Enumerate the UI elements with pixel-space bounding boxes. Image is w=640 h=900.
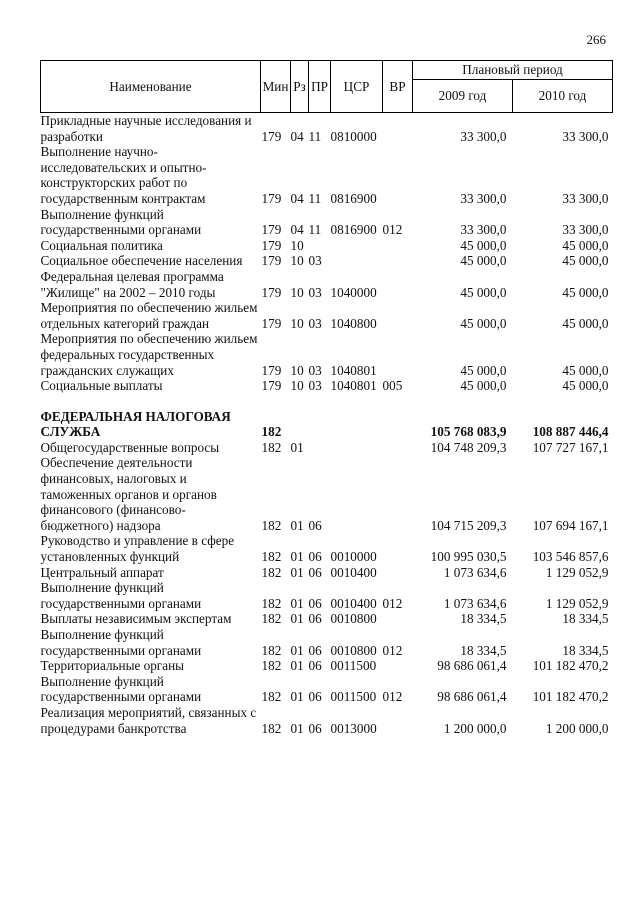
table-row bbox=[41, 440, 613, 456]
row-vr bbox=[383, 331, 413, 378]
row-value-2010: 45 000,0 bbox=[562, 378, 609, 394]
header-vr: ВР bbox=[383, 61, 413, 113]
row-rz: 10 bbox=[290, 253, 304, 269]
row-pr: 06 bbox=[308, 689, 322, 705]
row-pr bbox=[309, 409, 331, 440]
table-row bbox=[41, 580, 613, 611]
row-min: 179 bbox=[261, 362, 282, 378]
row-name: Социальное обеспечение населения bbox=[40, 253, 243, 269]
row-pr: 06 bbox=[308, 720, 322, 736]
row-csr bbox=[331, 409, 383, 440]
row-name: Выполнение функций государственными органами bbox=[40, 580, 202, 611]
table-row bbox=[41, 331, 613, 378]
row-csr bbox=[331, 455, 383, 533]
row-csr bbox=[331, 440, 383, 456]
budget-table bbox=[40, 60, 613, 736]
row-value-2009: 45 000,0 bbox=[460, 237, 507, 253]
row-name: Территориальные органы bbox=[40, 658, 184, 674]
row-min: 182 bbox=[261, 611, 282, 627]
page-number: 266 bbox=[586, 32, 606, 47]
row-pr: 06 bbox=[308, 658, 322, 674]
row-pr: 06 bbox=[308, 517, 322, 533]
row-rz: 10 bbox=[290, 315, 304, 331]
row-min: 179 bbox=[261, 253, 282, 269]
row-rz: 10 bbox=[290, 378, 304, 394]
table-row bbox=[41, 113, 613, 145]
row-min: 179 bbox=[261, 378, 282, 394]
row-min: 179 bbox=[261, 237, 282, 253]
table-row bbox=[41, 658, 613, 674]
row-pr: 06 bbox=[308, 595, 322, 611]
row-name: Центральный аппарат bbox=[40, 564, 164, 580]
row-rz: 01 bbox=[290, 642, 304, 658]
row-min: 182 bbox=[261, 549, 282, 565]
table-row bbox=[41, 269, 613, 300]
row-csr: 0010400 bbox=[330, 595, 377, 611]
row-value-2009: 98 686 061,4 bbox=[437, 658, 507, 674]
row-vr bbox=[383, 705, 413, 736]
row-csr: 0810000 bbox=[330, 128, 377, 144]
row-value-2009: 1 073 634,6 bbox=[443, 564, 507, 580]
row-vr: 012 bbox=[382, 642, 403, 658]
row-value-2010: 101 182 470,2 bbox=[532, 689, 609, 705]
header-rz: Рз bbox=[291, 61, 309, 113]
row-min: 182 bbox=[261, 689, 282, 705]
row-csr: 1040800 bbox=[330, 315, 377, 331]
row-name: Мероприятия по обеспечению жильем отдельных категорий граждан bbox=[40, 300, 258, 331]
table-row bbox=[41, 705, 613, 736]
row-value-2009: 105 768 083,9 bbox=[430, 424, 507, 440]
row-pr: 11 bbox=[308, 190, 322, 206]
row-rz: 04 bbox=[290, 128, 304, 144]
row-vr: 012 bbox=[382, 222, 403, 238]
header-planned-period: Плановый период bbox=[413, 61, 613, 80]
row-name: Обеспечение деятельности финансовых, налоговых и таможенных органов и органов финансового (финансово-бюджетного) надзора bbox=[40, 455, 217, 533]
header-year-2009: 2009 год bbox=[413, 80, 513, 113]
row-csr: 1040801 bbox=[330, 378, 377, 394]
table-row bbox=[41, 627, 613, 658]
row-min: 179 bbox=[261, 222, 282, 238]
row-csr: 0010000 bbox=[330, 549, 377, 565]
row-rz: 10 bbox=[290, 284, 304, 300]
row-min: 179 bbox=[261, 128, 282, 144]
row-vr bbox=[383, 409, 413, 440]
row-rz: 01 bbox=[290, 611, 304, 627]
row-rz: 10 bbox=[290, 237, 304, 253]
row-value-2010: 107 727 167,1 bbox=[532, 439, 609, 455]
row-value-2010: 45 000,0 bbox=[562, 253, 609, 269]
row-vr: 005 bbox=[382, 378, 403, 394]
table-row bbox=[41, 565, 613, 581]
row-vr bbox=[383, 253, 413, 269]
row-min: 182 bbox=[261, 517, 282, 533]
row-name: Выполнение функций государственными органами bbox=[40, 673, 202, 705]
row-pr: 06 bbox=[308, 642, 322, 658]
row-value-2010: 1 129 052,9 bbox=[545, 564, 609, 580]
row-pr: 06 bbox=[308, 549, 322, 565]
row-name: Реализация мероприятий, связанных с процедурами банкротства bbox=[40, 704, 257, 736]
row-rz: 01 bbox=[290, 564, 304, 580]
row-value-2009: 45 000,0 bbox=[460, 362, 507, 378]
row-name: Прикладные научные исследования и разработки bbox=[40, 113, 252, 144]
row-value-2010: 18 334,5 bbox=[562, 611, 609, 627]
header-csr: ЦСР bbox=[331, 61, 383, 113]
row-csr: 0011500 bbox=[330, 658, 377, 674]
row-name: Выплаты независимым экспертам bbox=[40, 611, 232, 627]
row-value-2010: 33 300,0 bbox=[562, 128, 609, 144]
row-value-2009: 100 995 030,5 bbox=[430, 549, 507, 565]
header-name: Наименование bbox=[41, 61, 261, 113]
row-rz bbox=[291, 409, 309, 440]
row-min: 182 bbox=[261, 564, 282, 580]
row-csr: 0010800 bbox=[330, 611, 377, 627]
row-rz: 01 bbox=[290, 658, 304, 674]
row-value-2009: 45 000,0 bbox=[460, 315, 507, 331]
row-value-2009: 33 300,0 bbox=[460, 222, 507, 238]
row-vr bbox=[383, 565, 413, 581]
spacer-cell bbox=[41, 394, 613, 409]
row-csr bbox=[331, 253, 383, 269]
row-vr bbox=[383, 611, 413, 627]
table-row bbox=[41, 378, 613, 394]
row-rz: 01 bbox=[290, 439, 304, 455]
row-value-2009: 104 748 209,3 bbox=[430, 439, 507, 455]
row-rz: 01 bbox=[290, 517, 304, 533]
table-row bbox=[41, 533, 613, 564]
row-csr: 0010800 bbox=[330, 642, 377, 658]
header-year-2010: 2010 год bbox=[513, 80, 613, 113]
row-vr: 012 bbox=[382, 689, 403, 705]
row-vr bbox=[383, 144, 413, 206]
table-row bbox=[41, 144, 613, 206]
row-value-2010: 45 000,0 bbox=[562, 284, 609, 300]
table-row bbox=[41, 611, 613, 627]
header-pr: ПР bbox=[309, 61, 331, 113]
row-rz: 01 bbox=[290, 720, 304, 736]
row-min: 179 bbox=[261, 284, 282, 300]
row-value-2009: 104 715 209,3 bbox=[430, 517, 507, 533]
row-value-2010: 45 000,0 bbox=[562, 315, 609, 331]
row-vr bbox=[383, 455, 413, 533]
row-value-2009: 18 334,5 bbox=[460, 611, 507, 627]
row-rz: 04 bbox=[290, 222, 304, 238]
table-row bbox=[41, 674, 613, 705]
table-row bbox=[41, 409, 613, 440]
row-value-2010: 33 300,0 bbox=[562, 190, 609, 206]
row-vr bbox=[383, 113, 413, 145]
row-name: Выполнение функций государственными органами bbox=[40, 627, 202, 658]
row-name: Социальная политика bbox=[40, 237, 163, 253]
table-row bbox=[41, 253, 613, 269]
table-row bbox=[41, 207, 613, 238]
row-min: 179 bbox=[261, 190, 282, 206]
row-name: Социальные выплаты bbox=[40, 378, 163, 394]
header-min: Мин bbox=[261, 61, 291, 113]
table-header bbox=[41, 61, 613, 113]
row-value-2009: 45 000,0 bbox=[460, 284, 507, 300]
row-pr: 11 bbox=[308, 128, 322, 144]
row-csr bbox=[331, 238, 383, 254]
row-value-2009: 98 686 061,4 bbox=[437, 689, 507, 705]
row-vr: 012 bbox=[382, 595, 403, 611]
row-value-2009: 33 300,0 bbox=[460, 128, 507, 144]
row-pr: 03 bbox=[308, 315, 322, 331]
row-min: 182 bbox=[261, 720, 282, 736]
row-rz: 04 bbox=[290, 190, 304, 206]
row-csr: 0010400 bbox=[330, 564, 377, 580]
row-value-2009: 18 334,5 bbox=[460, 642, 507, 658]
row-rz: 10 bbox=[290, 362, 304, 378]
row-value-2009: 45 000,0 bbox=[460, 378, 507, 394]
row-rz: 01 bbox=[290, 689, 304, 705]
row-value-2010: 107 694 167,1 bbox=[532, 517, 609, 533]
row-name: Мероприятия по обеспечению жильем федеральных государственных гражданских служащих bbox=[40, 331, 258, 378]
row-csr: 0816900 bbox=[330, 190, 377, 206]
table-row bbox=[41, 238, 613, 254]
row-rz: 01 bbox=[290, 595, 304, 611]
row-value-2009: 45 000,0 bbox=[460, 253, 507, 269]
row-pr: 03 bbox=[308, 362, 322, 378]
row-pr bbox=[309, 238, 331, 254]
row-name: Руководство и управление в сфере установленных функций bbox=[40, 533, 235, 565]
row-name: Федеральная целевая программа "Жилище" на 2002 – 2010 годы bbox=[40, 268, 224, 300]
row-min: 182 bbox=[261, 424, 282, 440]
row-vr bbox=[383, 440, 413, 456]
table-body bbox=[41, 113, 613, 737]
row-pr: 03 bbox=[308, 253, 322, 269]
table-row bbox=[41, 300, 613, 331]
row-vr bbox=[383, 300, 413, 331]
row-pr: 11 bbox=[308, 222, 322, 238]
row-vr bbox=[383, 238, 413, 254]
row-pr bbox=[309, 440, 331, 456]
row-value-2010: 1 129 052,9 bbox=[545, 595, 609, 611]
row-value-2010: 45 000,0 bbox=[562, 237, 609, 253]
row-vr bbox=[383, 658, 413, 674]
row-pr: 03 bbox=[308, 378, 322, 394]
row-csr: 0011500 bbox=[330, 689, 377, 705]
row-min: 182 bbox=[261, 642, 282, 658]
row-name: Выполнение функций государственными органами bbox=[40, 206, 202, 238]
row-csr: 0013000 bbox=[330, 720, 377, 736]
row-min: 182 bbox=[261, 658, 282, 674]
row-csr: 1040801 bbox=[330, 362, 377, 378]
row-value-2009: 33 300,0 bbox=[460, 190, 507, 206]
row-value-2010: 45 000,0 bbox=[562, 362, 609, 378]
row-name: ФЕДЕРАЛЬНАЯ НАЛОГОВАЯ СЛУЖБА bbox=[40, 408, 231, 440]
row-csr: 0816900 bbox=[330, 222, 377, 238]
row-name: Общегосударственные вопросы bbox=[40, 439, 220, 455]
row-vr bbox=[383, 269, 413, 300]
row-value-2009: 1 200 000,0 bbox=[443, 720, 507, 736]
table-row bbox=[41, 455, 613, 533]
spacer-row bbox=[41, 394, 613, 409]
row-value-2010: 33 300,0 bbox=[562, 222, 609, 238]
row-min: 182 bbox=[261, 439, 282, 455]
row-csr: 1040000 bbox=[330, 284, 377, 300]
row-value-2009: 1 073 634,6 bbox=[443, 595, 507, 611]
row-value-2010: 103 546 857,6 bbox=[532, 549, 609, 565]
row-value-2010: 108 887 446,4 bbox=[532, 424, 609, 440]
row-pr: 03 bbox=[308, 284, 322, 300]
row-rz: 01 bbox=[290, 549, 304, 565]
row-value-2010: 18 334,5 bbox=[562, 642, 609, 658]
row-name: Выполнение научно-исследовательских и опытно-конструкторских работ по государственным контрактам bbox=[40, 144, 207, 206]
row-vr bbox=[383, 533, 413, 564]
row-pr: 06 bbox=[308, 564, 322, 580]
row-value-2010: 1 200 000,0 bbox=[545, 720, 609, 736]
row-pr: 06 bbox=[308, 611, 322, 627]
row-min: 182 bbox=[261, 595, 282, 611]
row-value-2010: 101 182 470,2 bbox=[532, 658, 609, 674]
row-min: 179 bbox=[261, 315, 282, 331]
